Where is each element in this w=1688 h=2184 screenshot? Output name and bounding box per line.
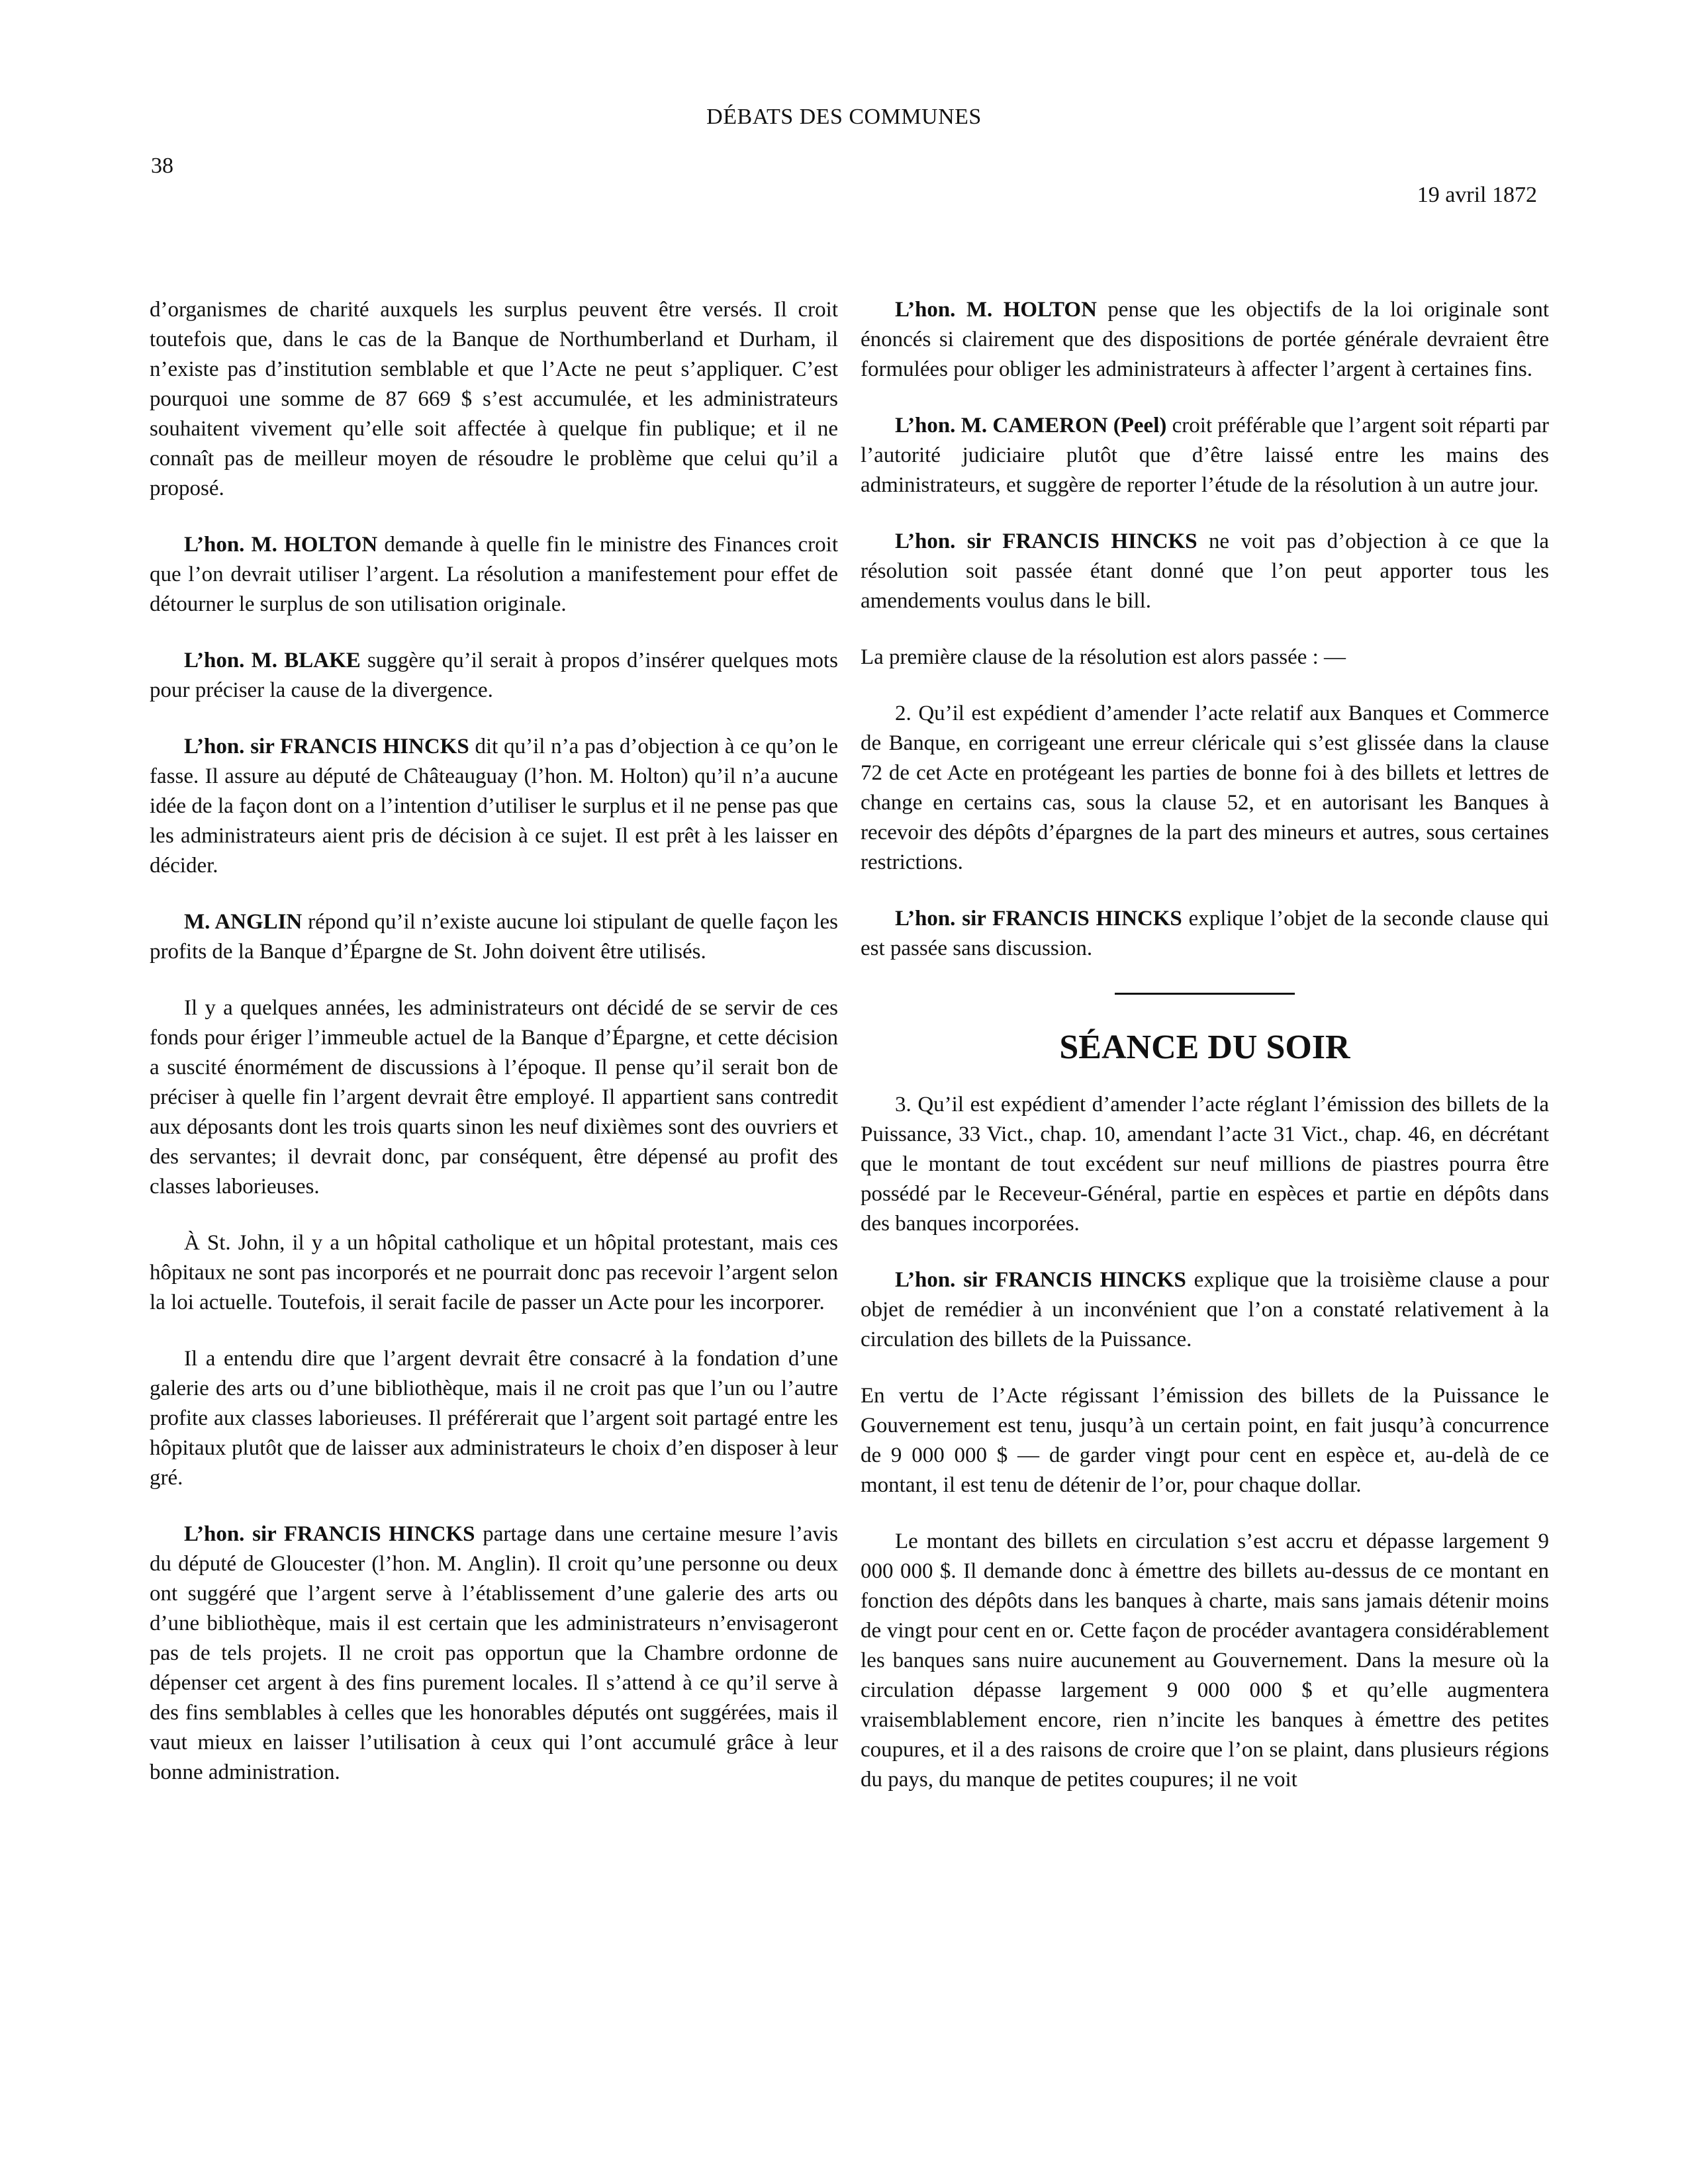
paragraph — [150, 732, 838, 881]
running-head: DÉBATS DES COMMUNES — [706, 105, 982, 129]
paragraph: En vertu de l’Acte régissant l’émission des billets de la Puissance le Gouvernement est tenu, jusqu’à un certain point, en fait jusqu’à concurrence de 9 000 000 $ — de garder vingt pour cent en espèce et, au-delà de ce montant, il est tenu de détenir de l’or, pour chaque dollar. — [861, 1384, 1549, 1497]
page-number: 38 — [151, 154, 173, 178]
speech-text: partage dans une certaine mesure l’avis du député de Gloucester (l’hon. M. Anglin). Il croit qu’une personne ou deux ont suggéré que l’argent serve à l’établissement d’une galerie des arts ou d’une bibliothèque, mais il est certain que les administrateurs n’envisageront pas de tels projets. Il ne croit pas opportun que la Chambre ordonne de dépenser cet argent à des fins purement locales. Il s’attend à ce qu’il serve à des fins semblables à celles que les honorables députés ont suggérées, mais il vaut mieux en laisser l’utilisation à ceux qui l’ont accumulé grâce à leur bonne administration. — [150, 1522, 838, 1784]
speaker-name: L’hon. sir FRANCIS HINCKS — [184, 1522, 475, 1546]
paragraph — [150, 646, 838, 705]
speaker-name: L’hon. M. CAMERON (Peel) — [895, 414, 1167, 437]
paragraph — [150, 530, 838, 619]
speech-text: ne voit pas d’objection à ce que la résolution soit passée étant donné que l’on peut apporter tous les amendements voulus dans le bill. — [861, 529, 1549, 613]
speech-text: pense que les objectifs de la loi originale sont énoncés si clairement que des dispositions de portée générale devraient être formulées pour obliger les administrateurs à affecter l’argent à certaines fins. — [861, 298, 1550, 381]
right-column — [861, 295, 1549, 1821]
speech-text: suggère qu’il serait à propos d’insérer quelques mots pour préciser la cause de la divergence. — [150, 649, 839, 702]
speech-text: répond qu’il n’existe aucune loi stipulant de quelle façon les profits de la Banque d’Épargne de St. John doivent être utilisés. — [150, 910, 839, 964]
paragraph: Il y a quelques années, les administrateurs ont décidé de se servir de ces fonds pour ériger l’immeuble actuel de la Banque d’Épargne, et cette décision a suscité énormément de discussions à l’époque. Il pense qu’il serait bon de préciser à quelle fin l’argent devrait être employé. Il appartient sans contredit aux déposants dont les trois quarts sinon les neuf dixièmes sont des ouvriers et des servantes; il devrait donc, par conséquent, être dépensé au profit des classes laborieuses. — [150, 996, 838, 1199]
speaker-name: M. ANGLIN — [184, 910, 303, 934]
paragraph — [150, 907, 838, 967]
speaker-name: L’hon. sir FRANCIS HINCKS — [895, 1268, 1186, 1292]
page-date: 19 avril 1872 — [1417, 183, 1537, 207]
paragraph: Il a entendu dire que l’argent devrait être consacré à la fondation d’une galerie des arts ou d’une bibliothèque, mais il ne croit pas que l’un ou l’autre profite aux classes laborieuses. Il préférerait que l’argent soit partagé entre les hôpitaux plutôt que de laisser aux administrateurs le choix d’en disposer à leur gré. — [150, 1347, 838, 1490]
speaker-name: L’hon. sir FRANCIS HINCKS — [184, 735, 469, 758]
speaker-name: L’hon. M. HOLTON — [895, 298, 1097, 322]
speech-text: croit préférable que l’argent soit réparti par l’autorité judiciaire plutôt que d’être laissé entre les mains des administrateurs, et suggère de reporter l’étude de la résolution à un autre jour. — [861, 414, 1549, 497]
paragraph — [861, 411, 1549, 500]
paragraph — [861, 295, 1549, 385]
speaker-name: L’hon. sir FRANCIS HINCKS — [895, 529, 1197, 553]
speaker-name: L’hon. sir FRANCIS HINCKS — [895, 907, 1182, 931]
paragraph — [861, 527, 1549, 616]
speech-text: explique l’objet de la seconde clause qui est passée sans discussion. — [861, 907, 1549, 960]
paragraph: 2. Qu’il est expédient d’amender l’acte relatif aux Banques et Commerce de Banque, en corrigeant une erreur cléricale qui s’est glissée dans la clause 72 de cet Acte en protégeant les parties de bonne foi à des billets et lettres de change en certains cas, sous la clause 52, et en autorisant les Banques à recevoir des dépôts d’épargnes de la part des mineurs et autres, sous certaines restrictions. — [861, 702, 1549, 874]
speech-text: explique que la troisième clause a pour objet de remédier à un inconvénient que l’on a constaté relativement à la circulation des billets de la Puissance. — [861, 1268, 1549, 1351]
speech-text: dit qu’il n’a pas d’objection à ce qu’on le fasse. Il assure au député de Châteauguay (l’hon. M. Holton) qu’il n’a aucune idée de la façon dont on a l’intention d’utiliser le surplus et il ne pense pas que les administrateurs aient pris de décision à ce sujet. Il est prêt à les laisser en décider. — [150, 735, 838, 878]
speaker-name: L’hon. M. BLAKE — [184, 649, 361, 672]
paragraph: 3. Qu’il est expédient d’amender l’acte réglant l’émission des billets de la Puissance, 33 Vict., chap. 10, amendant l’acte 31 Vict., chap. 46, en décrétant que le montant de tout excédent sur neuf millions de piastres pourra être possédé par le Receveur-Général, partie en espèces et partie en dépôts dans des banques incorporées. — [861, 1093, 1549, 1236]
paragraph: La première clause de la résolution est alors passée : — — [861, 645, 1346, 669]
paragraph — [861, 904, 1549, 964]
speech-text: demande à quelle fin le ministre des Finances croit que l’on devrait utiliser l’argent. La résolution a manifestement pour effet de détourner le surplus de son utilisation originale. — [150, 533, 839, 616]
paragraph: d’organismes de charité auxquels les surplus peuvent être versés. Il croit toutefois que, dans le cas de la Banque de Northumberland et Durham, il n’existe pas d’institution semblable et que l’Acte ne peut s’appliquer. C’est pourquoi une somme de 87 669 $ s’est accumulée, et les administrateurs souhaitent vivement qu’elle soit affectée à quelque fin publique; et il ne connaît pas de meilleur moyen de résoudre le problème que celui qu’il a proposé. — [150, 298, 838, 500]
section-divider — [1115, 993, 1295, 995]
paragraph: À St. John, il y a un hôpital catholique et un hôpital protestant, mais ces hôpitaux ne sont pas incorporés et ne pourrait donc pas recevoir l’argent selon la loi actuelle. Toutefois, il serait facile de passer un Acte pour les incorporer. — [150, 1231, 838, 1314]
speaker-name: L’hon. M. HOLTON — [184, 533, 378, 557]
paragraph — [150, 1520, 838, 1788]
paragraph — [861, 1265, 1549, 1355]
left-column — [150, 295, 838, 1814]
paragraph: Le montant des billets en circulation s’est accru et dépasse largement 9 000 000 $. Il demande donc à émettre des billets au-dessus de ce montant en fonction des dépôts dans les banques à charte, mais sans jamais détenir moins de vingt pour cent en or. Cette façon de procéder avantagera considérablement les banques sans nuire aucunement au Gouvernement. Dans la mesure où la circulation dépasse largement 9 000 000 $ et qu’elle augmentera vraisemblablement encore, rien n’incite les banques à émettre des petites coupures, et il a des raisons de croire que l’on se plaint, dans plusieurs régions du pays, du manque de petites coupures; il ne voit — [861, 1529, 1549, 1792]
section-title: SÉANCE DU SOIR — [1059, 1028, 1350, 1066]
